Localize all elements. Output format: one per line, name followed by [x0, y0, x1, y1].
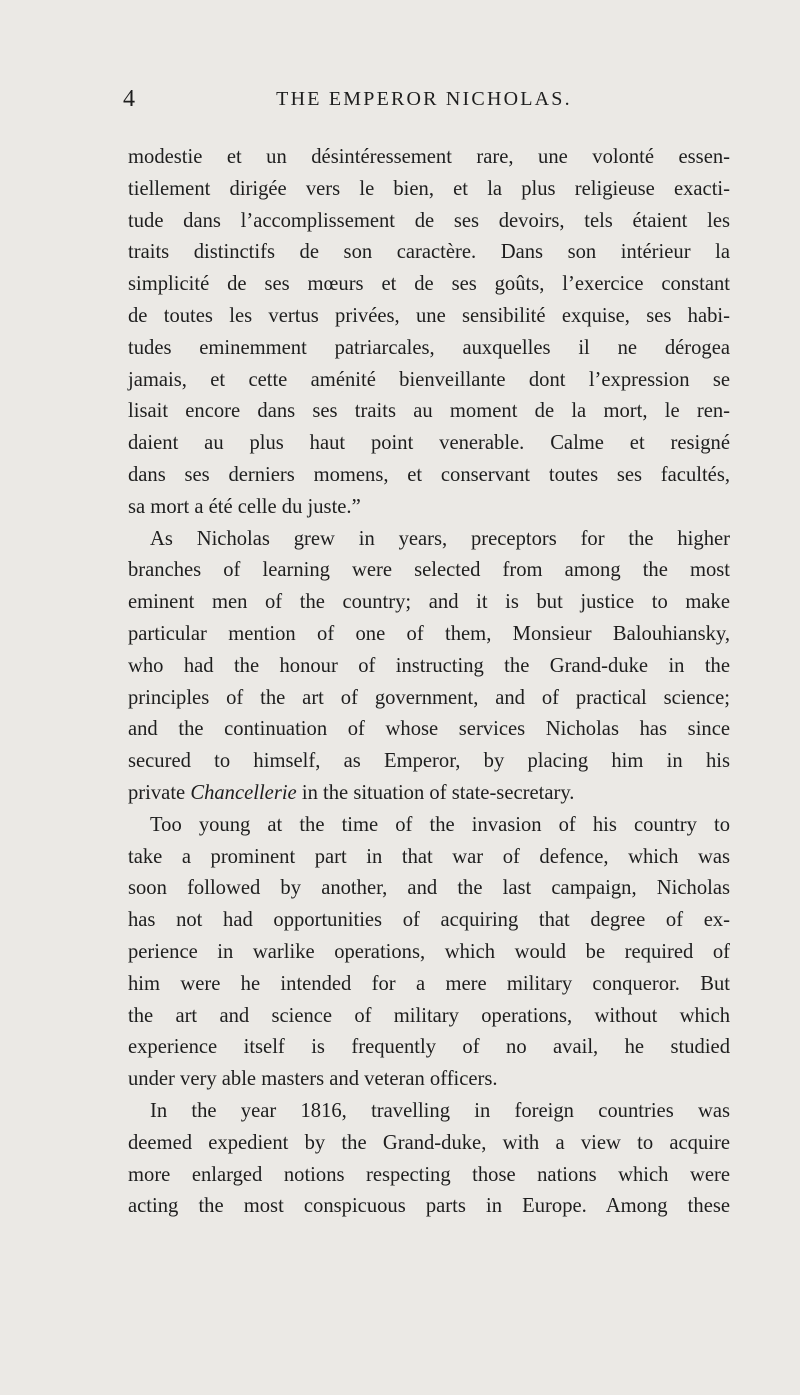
text-line: daient au plus haut point venerable. Calme et resigné: [128, 432, 730, 455]
text-line: modestie et un désintéressement rare, une volonté essen-: [128, 146, 730, 168]
text-line: him were he intended for a mere military conqueror. But: [128, 972, 730, 995]
text-line: and the continuation of whose services Nicholas has since: [128, 718, 730, 741]
text-line: tude dans l’accomplissement de ses devoirs, tels étaient les: [128, 209, 730, 232]
text-line: perience in warlike operations, which would be required of: [128, 940, 730, 963]
text-line: traits distinctifs de son caractère. Dans son intérieur la: [128, 241, 730, 264]
text-line: eminent men of the country; and it is but justice to make: [128, 591, 730, 614]
text-line: has not had opportunities of acquiring that degree of ex-: [128, 909, 730, 932]
text-line: take a prominent part in that war of defence, which was: [128, 845, 730, 868]
body-text: [128, 142, 730, 1223]
text-line: Too young at the time of the invasion of his country to: [150, 813, 730, 836]
italic-term: Chancellerie: [190, 781, 297, 804]
text-line: soon followed by another, and the last campaign, Nicholas: [128, 877, 730, 900]
running-head: [123, 84, 725, 114]
text-line: deemed expedient by the Grand-duke, with a view to acquire: [128, 1131, 730, 1154]
text-line: In the year 1816, travelling in foreign countries was: [150, 1099, 730, 1122]
text-line: [128, 778, 730, 810]
text-line: dans ses derniers momens, et conservant toutes ses facultés,: [128, 463, 730, 486]
text-line: more enlarged notions respecting those nations which were: [128, 1163, 730, 1186]
text-line: de toutes les vertus privées, une sensibilité exquise, ses habi-: [128, 304, 730, 327]
text-line: simplicité de ses mœurs et de ses goûts, l’exercice constant: [128, 273, 730, 296]
text-line: tiellement dirigée vers le bien, et la plus religieuse exacti-: [128, 177, 730, 200]
text-line: acting the most conspicuous parts in Europe. Among these: [128, 1195, 730, 1218]
text-line: lisait encore dans ses traits au moment de la mort, le ren-: [128, 400, 730, 423]
text-fragment: in the situation of state-secretary.: [296, 781, 575, 804]
running-title: THE EMPEROR NICHOLAS.: [276, 88, 572, 110]
text-line: particular mention of one of them, Monsieur Balouhiansky,: [128, 622, 730, 645]
text-line: the art and science of military operations, without which: [128, 1004, 730, 1027]
text-line: branches of learning were selected from among the most: [128, 559, 730, 582]
text-line: As Nicholas grew in years, preceptors for the higher: [150, 527, 730, 550]
text-line: who had the honour of instructing the Grand-duke in the: [128, 654, 730, 677]
page-number: 4: [123, 86, 135, 112]
text-line: principles of the art of government, and of practical science;: [128, 686, 730, 709]
text-line: jamais, et cette aménité bienveillante dont l’expression se: [128, 368, 730, 391]
text-line: sa mort a été celle du juste.”: [128, 495, 361, 518]
text-line: secured to himself, as Emperor, by placing him in his: [128, 750, 730, 773]
text-fragment: private: [128, 781, 191, 804]
text-line: under very able masters and veteran officers.: [128, 1068, 498, 1091]
text-line: tudes eminemment patriarcales, auxquelles il ne dérogea: [128, 336, 730, 359]
text-line: experience itself is frequently of no avail, he studied: [128, 1036, 730, 1059]
